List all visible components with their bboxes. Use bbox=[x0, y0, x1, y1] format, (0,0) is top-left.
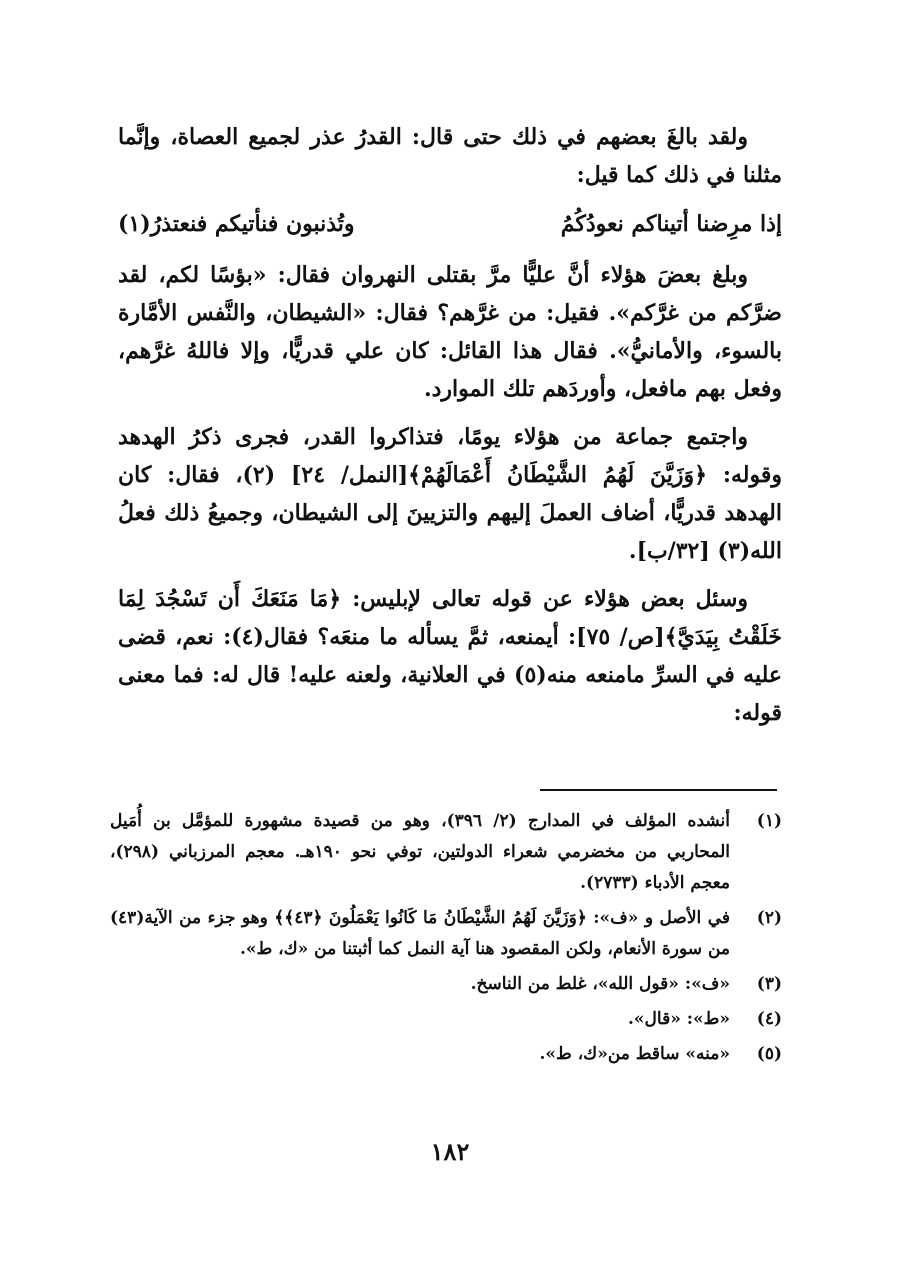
footnote-text: أنشده المؤلف في المدارج (٢/ ٣٩٦)، وهو من قصيدة مشهورة للمؤمَّل بن أُمَيل المحاربي من مخضرمي شعراء الدولتين، توفي نحو ١٩٠هـ. معجم المرزباني (٢٩٨)، معجم الأدباء (٢٧٣٣). bbox=[110, 811, 730, 893]
paragraph-4: وسئل بعض هؤلاء عن قوله تعالى لإبليس: ﴿مَا مَنَعَكَ أَن تَسْجُدَ لِمَا خَلَقْتُ بِيَدَيَّ﴾[ص/ ٧٥]: أيمنعه، ثمَّ يسأله ما منعَه؟ فقال(٤): نعم، قضى عليه في السرِّ مامنعه منه(٥) في العلانية، ولعنه عليه! قال له: فما معنى قوله: bbox=[118, 586, 783, 726]
footnote-number: (٥) bbox=[756, 1044, 782, 1064]
footnote-number: (١) bbox=[756, 811, 782, 831]
footnote-item bbox=[110, 903, 782, 965]
footnote-text: «ف»: «قول الله»، غلط من الناسخ. bbox=[470, 974, 730, 994]
verse-first-hemistich: إذا مرِضنا أتيناكم نعودُكُمُ bbox=[560, 211, 782, 237]
footnote-text: «ط»: «قال». bbox=[628, 1009, 730, 1029]
footnote-number: (٤) bbox=[756, 1009, 782, 1029]
poetry-verse bbox=[118, 204, 782, 244]
footnote-item bbox=[110, 1039, 782, 1070]
footnote-number: (٣) bbox=[756, 974, 782, 994]
footnotes bbox=[110, 806, 782, 1074]
main-text bbox=[118, 118, 782, 742]
footnote-text: في الأصل و «ف»: ﴿وَزَيَّنَ لَهُمُ الشَّيْطَانُ مَا كَانُوا يَعْمَلُونَ ﴿٤٣﴾﴾ وهو جزء من الآية(٤٣) من سورة الأنعام، ولكن المقصود هنا آية النمل كما أثبتنا من «ك، ط». bbox=[110, 908, 730, 959]
footnote-item bbox=[110, 969, 782, 1000]
footnote-item bbox=[110, 806, 782, 899]
verse-second-hemistich: وتُذنبون فنأتيكم فنعتذرُ(١) bbox=[118, 211, 355, 237]
footnote-text: «منه» ساقط من«ك، ط». bbox=[539, 1044, 730, 1064]
paragraph-3: واجتمع جماعة من هؤلاء يومًا، فتذاكروا القدر، فجرى ذكرُ الهدهد وقوله: ﴿وَزَيَّنَ لَهُمُ الشَّيْطَانُ أَعْمَالَهُمْ﴾[النمل/ ٢٤] (٢)، فقال: كان الهدهد قدريًّا، أضاف العملَ إليهم والتزيينَ إلى الشيطان، وجميعُ ذلك فعلُ الله(٣) [٣٢/ب]. bbox=[118, 424, 782, 564]
footnote-item bbox=[110, 1004, 782, 1035]
footnote-number: (٢) bbox=[756, 908, 782, 928]
paragraph-1: ولقد بالغَ بعضهم في ذلك حتى قال: القدرُ عذر لجميع العصاة، وإنَّما مثلنا في ذلك كما قيل: bbox=[118, 124, 782, 188]
page-number: ١٨٢ bbox=[430, 1137, 470, 1166]
footnote-separator bbox=[540, 789, 777, 791]
paragraph-2: وبلغ بعضَ هؤلاء أنَّ عليًّا مرَّ بقتلى النهروان فقال: «بؤسًا لكم، لقد ضرَّكم من غرَّكم». فقيل: من غرَّهم؟ فقال: «الشيطان، والنَّفس الأمَّارة بالسوء، والأمانيُّ». فقال هذا القائل: كان علي قدريًّا، وإلا فاللهُ غرَّهم، وفعل بهم مافعل، وأوردَهم تلك الموارد. bbox=[118, 262, 782, 402]
